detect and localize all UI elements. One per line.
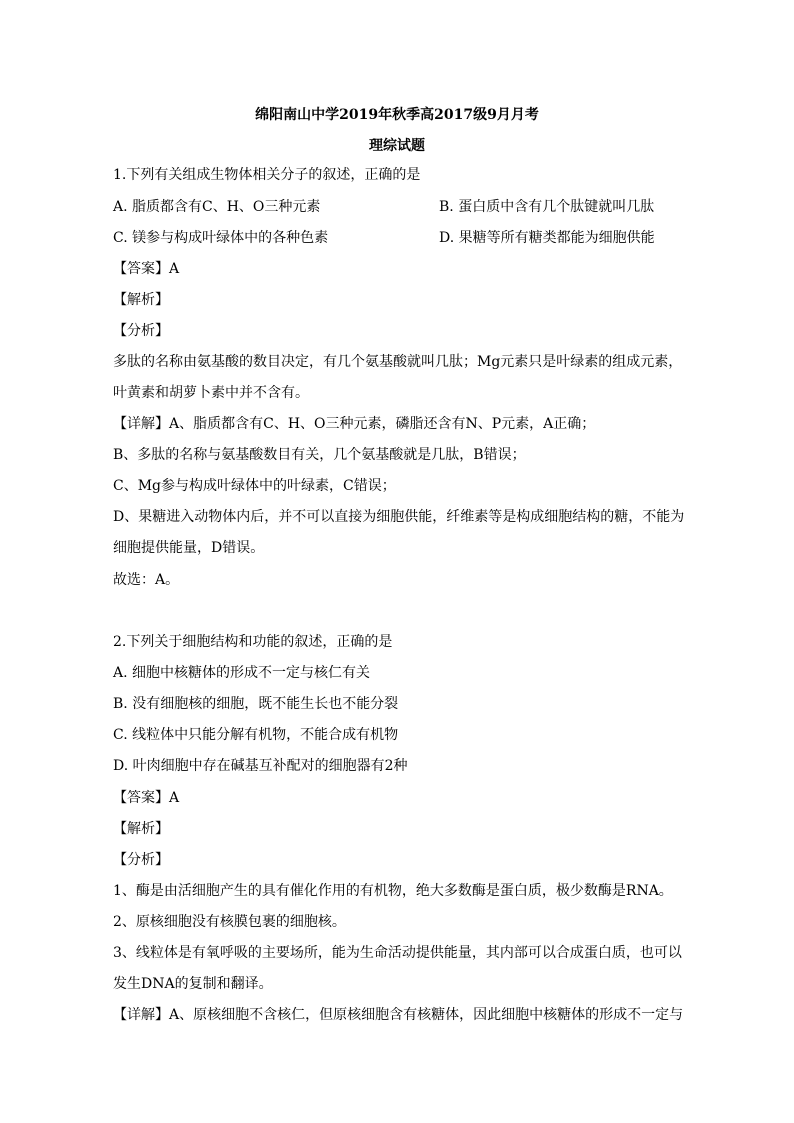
q2-option-c: C. 线粒体中只能分解有机物，不能合成有机物 — [113, 727, 399, 743]
q1-detail-line-5: 细胞提供能量，D错误。 — [113, 540, 265, 556]
q1-detail-line-4: D、果糖进入动物体内后，并不可以直接为细胞供能，纤维素等是构成细胞结构的糖，不能为 — [113, 509, 685, 525]
q1-option-a: A. 脂质都含有C、H、O三种元素 — [113, 199, 321, 215]
q2-stem: 2.下列关于细胞结构和功能的叙述，正确的是 — [113, 634, 393, 650]
q1-option-b: B. 蛋白质中含有几个肽键就叫几肽 — [439, 199, 655, 215]
q1-analysis-line-2: 叶黄素和胡萝卜素中并不含有。 — [113, 385, 309, 401]
page-title: 绵阳南山中学2019年秋季高2017级9月月考 — [255, 107, 539, 123]
q2-jiexi-heading: 【解析】 — [113, 821, 169, 837]
q1-jiexi-heading: 【解析】 — [113, 292, 169, 308]
q1-detail-line-2: B、多肽的名称与氨基酸数目有关，几个氨基酸就是几肽，B错误； — [113, 447, 526, 463]
page-subtitle: 理综试题 — [369, 138, 425, 154]
q2-analysis-line-4: 发生DNA的复制和翻译。 — [113, 976, 273, 992]
q1-option-c: C. 镁参与构成叶绿体中的各种色素 — [113, 230, 329, 246]
q1-fenxi-heading: 【分析】 — [113, 323, 169, 339]
q1-analysis-line-1: 多肽的名称由氨基酸的数目决定，有几个氨基酸就叫几肽；Mg元素只是叶绿素的组成元素， — [113, 354, 683, 370]
q2-answer: 【答案】A — [113, 790, 180, 806]
q2-analysis-line-2: 2、原核细胞没有核膜包裹的细胞核。 — [113, 914, 346, 930]
q1-answer: 【答案】A — [113, 261, 180, 277]
q2-analysis-line-1: 1、酶是由活细胞产生的具有催化作用的有机物，绝大多数酶是蛋白质，极少数酶是RNA。 — [113, 883, 673, 899]
q1-conclusion: 故选：A。 — [113, 572, 180, 588]
q2-analysis-line-3: 3、线粒体是有氧呼吸的主要场所，能为生命活动提供能量，其内部可以合成蛋白质，也可以 — [113, 945, 682, 961]
q1-detail-line-3: C、Mg参与构成叶绿体中的叶绿素，C错误； — [113, 478, 396, 494]
q1-option-d: D. 果糖等所有糖类都能为细胞供能 — [439, 230, 655, 246]
q2-fenxi-heading: 【分析】 — [113, 852, 169, 868]
q2-option-d: D. 叶肉细胞中存在碱基互补配对的细胞器有2种 — [113, 758, 408, 774]
q1-stem: 1.下列有关组成生物体相关分子的叙述，正确的是 — [113, 167, 421, 183]
q2-option-a: A. 细胞中核糖体的形成不一定与核仁有关 — [113, 665, 371, 681]
q2-option-b: B. 没有细胞核的细胞，既不能生长也不能分裂 — [113, 696, 399, 712]
q1-detail-line-1: 【详解】A、脂质都含有C、H、O三种元素，磷脂还含有N、P元素，A正确； — [113, 416, 596, 432]
q2-detail-line-1: 【详解】A、原核细胞不含核仁，但原核细胞含有核糖体，因此细胞中核糖体的形成不一定与 — [113, 1007, 684, 1023]
